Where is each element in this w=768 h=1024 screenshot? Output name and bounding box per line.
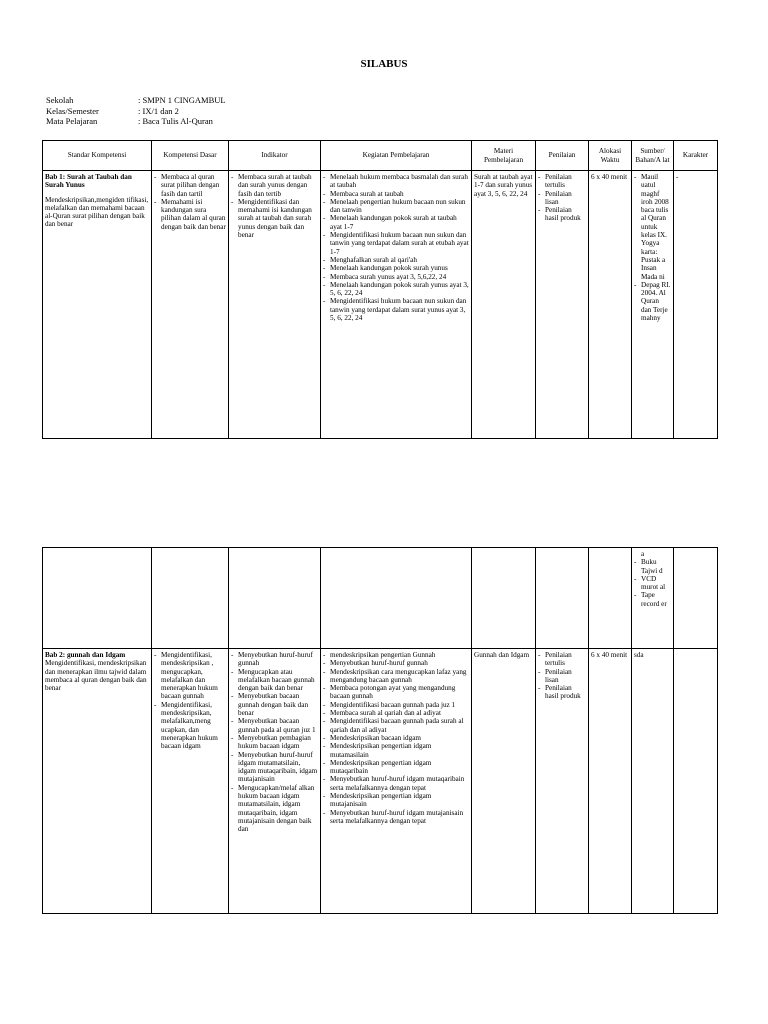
list-item: - mendeskripsikan pengertian Gunnah (323, 651, 469, 659)
list-item: - Penilaian hasil produk (538, 684, 586, 701)
list-item: - Menyebutkan bacaan gunnah pada al quran juz 1 (231, 717, 318, 734)
list-item: - Tape record er (634, 591, 671, 608)
list-item: - Menelaah kandungan pokok surah yunus ayat 3, 5, 6, 22, 24 (323, 281, 469, 298)
cell-empty (472, 548, 536, 649)
list-item: - Penilaian lisan (538, 190, 586, 207)
cell-karakter (674, 649, 718, 914)
cell-empty (589, 548, 632, 649)
list-item: - Menyebutkan bacaan gunnah dengan baik dan benar (231, 692, 318, 717)
cell-kegiatan (321, 171, 472, 439)
cell-penilaian (536, 171, 589, 439)
list-item: - Mengidentifikasi hukum bacaan nun sukun dan tanwin yang terdapat dalam surat yunus ayat 3, 5, 6, 22, 24 (323, 297, 469, 322)
list-item: - Menyebutkan pembagian hukum bacaan idgam (231, 734, 318, 751)
chapter-title: Bab 2: gunnah dan Idgam (45, 651, 126, 659)
cell-penilaian (536, 649, 589, 914)
syllabus-table-page1 (42, 140, 718, 439)
list-item: - Depag RI. 2004. Al Quran dan Terje mahny (634, 281, 671, 322)
info-label: Mata Pelajaran (46, 116, 98, 126)
cell-kompetensi-dasar (152, 171, 229, 439)
info-value: : SMPN 1 CINGAMBUL (138, 95, 226, 105)
list-item: - VCD murot al (634, 575, 671, 592)
list-item: - Memahami isi kandungan sura pilihan dalam al quran dengan baik dan benar (154, 198, 226, 231)
header-sumber: Sumber/ Bahan/A lat (632, 141, 674, 171)
header-materi: Materi Pembelajaran (472, 141, 536, 171)
cell-indikator (229, 649, 321, 914)
table-row (43, 171, 718, 439)
list-item: - Mengucapkan/melaf alkan hukum bacaan idgam mutamatsilain, idgam mutaqaribain, idgam mutajanisain dengan baik dan (231, 784, 318, 834)
chapter-description: Mengidentifikasi, mendeskripsikan dan menerapkan ilmu tajwid dalam membaca al quran dengan baik dan benar (45, 659, 147, 693)
header-karakter: Karakter (674, 141, 718, 171)
cell-alokasi: 6 x 40 menit (589, 649, 632, 914)
list-item: - Penilaian tertulis (538, 651, 586, 668)
header-alokasi: Alokasi Waktu (589, 141, 632, 171)
list-item: - Mengucapkan atau melafalkan bacaan gunnah dengan baik dan benar (231, 668, 318, 693)
list-item: - Menyebutkan huruf-huruf idgam mutaqaribain serta melafalkannya dengan tepat (323, 775, 469, 792)
table-row-continued (43, 548, 718, 649)
cell-sumber-continued (632, 548, 674, 649)
list-item: - Mengidentifikasi hukum bacaan nun sukun dan tanwin yang terdapat dalam surah at etubah ayat 1-7 (323, 231, 469, 256)
info-row-school (46, 95, 226, 106)
table-row (43, 649, 718, 914)
list-item: - Menyebutkan huruf-huruf idgam mutamatsilain, idgam mutaqaribain, idgam mutajanisain (231, 751, 318, 784)
chapter-description: Mendeskripsikan,mengiden tifikasi, melafalkan dan memahami bacaan al-Quran surat pilihan dengan baik dan benar (45, 195, 149, 229)
info-value: : Baca Tulis Al-Quran (138, 116, 213, 126)
cell-empty (321, 548, 472, 649)
chapter-title: Bab 1: Surah at Taubah dan Surah Yunus (45, 173, 132, 190)
cell-kompetensi-dasar (152, 649, 229, 914)
list-item: - Menelaah pengertian hukum bacaan nun sukun dan tanwin (323, 198, 469, 215)
list-item: - Menyebutkan huruf-huruf gunnah (231, 651, 318, 668)
list-item: - Mendeskripsikan pengertian idgam mutajanisain (323, 792, 469, 809)
header-indikator: Indikator (229, 141, 321, 171)
list-item: - Mendeskripsikan cara mengucapkan lafaz yang mengandung bacaan gunnah (323, 668, 469, 685)
list-item: - Mengidentifikasi, mendeskripsikan, melafalkan,meng ucapkan, dan menerapkan hukum bacaan idgam (154, 701, 226, 751)
info-row-subject (46, 116, 226, 127)
list-item: - Mengidentifikasi dan memahami isi kandungan surah at taubah dan surah yunus dengan baik dan benar (231, 198, 318, 239)
cell-materi: Gunnah dan Idgam (472, 649, 536, 914)
cell-indikator (229, 171, 321, 439)
cell-alokasi: 6 x 40 menit (589, 171, 632, 439)
cell-empty (536, 548, 589, 649)
cell-standar-kompetensi (43, 171, 152, 439)
cell-sumber: sda (632, 649, 674, 914)
info-row-class (46, 106, 226, 117)
info-value: : IX/1 dan 2 (138, 105, 179, 116)
document-title: SILABUS (360, 58, 408, 70)
list-item: - Mendeskripsikan bacaan idgam (323, 734, 469, 742)
sumber-continued-text: a (641, 550, 645, 558)
cell-standar-kompetensi (43, 649, 152, 914)
cell-karakter: - (674, 171, 718, 439)
list-item: - Membaca al quran surat pilihan dengan fasih dan tartil (154, 173, 226, 198)
list-item: - Membaca surah yunus ayat 3, 5,6,22, 24 (323, 273, 469, 281)
cell-materi: Surah at taubah ayat 1-7 dan surah yunus ayat 3, 5, 6, 22, 24 (472, 171, 536, 439)
cell-empty (674, 548, 718, 649)
list-item: - Membaca potongan ayat yang mengandung bacaan gunnah (323, 684, 469, 701)
list-item: - Menghafalkan surah al qari'ah (323, 256, 469, 264)
list-item: - Menelaah kandungan pokok surah at taubah ayat 1-7 (323, 214, 469, 231)
list-item: - Mengidentifikasi, mendeskripsikan , mengucapkan, melafalkan dan menerapkan hukum bacaan gunnah (154, 651, 226, 701)
list-item: - Mendeskripsikan pengertian idgam mutaqaribain (323, 759, 469, 776)
list-item: - Mauil uatul maghf iroh 2008 baca tulis al Quran untuk kelas IX. Yogya karta: Pustak a Insan Mada ni (634, 173, 671, 281)
list-item: - Penilaian tertulis (538, 173, 586, 190)
list-item: - Menelaah hukum membaca basmalah dan surah at taubah (323, 173, 469, 190)
syllabus-table-page2 (42, 547, 718, 914)
table-header-row (43, 141, 718, 171)
header-penilaian: Penilaian (536, 141, 589, 171)
header-kegiatan: Kegiatan Pembelajaran (321, 141, 472, 171)
list-item: - Membaca surah at taubah (323, 190, 469, 198)
list-item: - Membaca surah al qariah dan al adiyat (323, 709, 469, 717)
list-item: - Mendeskripsikan pengertian idgam mutamasilain (323, 742, 469, 759)
list-item: - Membaca surah at taubah dan surah yunus dengan fasih dan tertib (231, 173, 318, 198)
list-item: - Mengidentifikasi bacaan gunnah pada juz 1 (323, 701, 469, 709)
info-label: Sekolah (46, 95, 74, 105)
header-standar-kompetensi: Standar Kompetensi (43, 141, 152, 171)
list-item: - Mengidentifikasi bacaan gunnah pada surah al qariah dan al adiyat (323, 717, 469, 734)
list-item: - Penilaian hasil produk (538, 206, 586, 223)
info-label: Kelas/Semester (46, 105, 99, 116)
cell-empty (152, 548, 229, 649)
cell-sumber (632, 171, 674, 439)
cell-empty (229, 548, 321, 649)
cell-kegiatan (321, 649, 472, 914)
header-kompetensi-dasar: Kompetensi Dasar (152, 141, 229, 171)
list-item: - Menyebutkan huruf-huruf gunnah (323, 659, 469, 667)
list-item: - Penilaian lisan (538, 668, 586, 685)
list-item: - Buku Tajwi d (634, 558, 671, 575)
school-info (46, 95, 226, 127)
cell-empty (43, 548, 152, 649)
list-item: - Menyebutkan huruf-huruf idgam mutajanisain serta melafalkannya dengan tepat (323, 809, 469, 826)
list-item: - Menelaah kandungan pokok surah yunus (323, 264, 469, 272)
